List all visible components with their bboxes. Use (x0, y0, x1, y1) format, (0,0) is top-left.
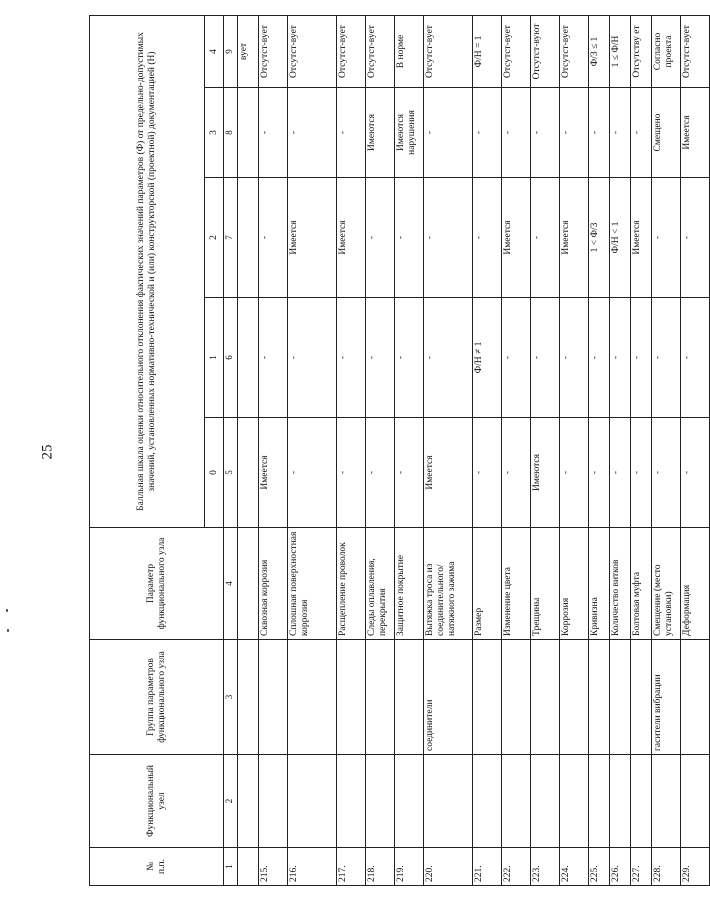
cell-s3: - (610, 88, 631, 178)
cell-s4: В норме (395, 16, 424, 88)
cell-s0: - (473, 418, 502, 528)
cell-s0: - (288, 418, 337, 528)
cell-s3: Имеется (681, 88, 710, 178)
cell-group (337, 640, 366, 755)
cell-num: 222. (502, 848, 531, 886)
cell-s2: Имеется (560, 178, 589, 298)
header-score-0: 0 (205, 418, 224, 528)
cell-s4: Отсутст-вует (288, 16, 337, 88)
cell-s4: Отсутству ет (631, 16, 652, 88)
index-cell: 9 (224, 16, 238, 88)
cell-param: Изменение цвета (502, 528, 531, 640)
cell-s0: - (560, 418, 589, 528)
cell-group (502, 640, 531, 755)
cell-s4: Отсутст-вуют (531, 16, 560, 88)
cell-param: Кривизна (589, 528, 610, 640)
table-row (589, 16, 610, 886)
cell-s3: - (631, 88, 652, 178)
cell-s2: - (424, 178, 473, 298)
cell-s3: - (531, 88, 560, 178)
cell-s4: Ф/3 ≤ 1 (589, 16, 610, 88)
table-row (424, 16, 473, 886)
cell-param: Размер (473, 528, 502, 640)
cell-s3: Имеются (366, 88, 395, 178)
cell-s2: Ф/Н < 1 (610, 178, 631, 298)
cell-s2: Имеется (337, 178, 366, 298)
cell-s4: Отсутст-вует (259, 16, 288, 88)
header-score-2: 2 (205, 178, 224, 298)
cell-group (560, 640, 589, 755)
index-cell: 4 (224, 528, 238, 640)
cell-node (424, 755, 473, 848)
cell-s1: - (502, 298, 531, 418)
cell-s0: - (681, 418, 710, 528)
cell-s3: - (288, 88, 337, 178)
cell-num: 229. (681, 848, 710, 886)
cell-s0: - (610, 418, 631, 528)
table-row (531, 16, 560, 886)
cell-group: соединители (424, 640, 473, 755)
cell-s3: - (424, 88, 473, 178)
cell-node (560, 755, 589, 848)
cell-param: Трещины (531, 528, 560, 640)
cell-s3: - (560, 88, 589, 178)
cell-node (531, 755, 560, 848)
cell-num: 216. (288, 848, 337, 886)
cell-s1: - (366, 298, 395, 418)
cell-s0: - (395, 418, 424, 528)
cell-s1: - (589, 298, 610, 418)
cell-num: 225. (589, 848, 610, 886)
cell-s0: Имеется (424, 418, 473, 528)
cell-s3: Имеются нарушения (395, 88, 424, 178)
header-group: Группа параметров функционального узла (90, 640, 224, 755)
table-row (610, 16, 631, 886)
header-score-4: 4 (205, 16, 224, 88)
cell-num: 228. (652, 848, 681, 886)
cell-s1: - (531, 298, 560, 418)
cell-s0: - (337, 418, 366, 528)
cell-node (259, 755, 288, 848)
cell-s2: - (652, 178, 681, 298)
cell-node (631, 755, 652, 848)
cell-s2: 1 < Ф/3 (589, 178, 610, 298)
cell-param: Защитное покрытие (395, 528, 424, 640)
cell-s2: - (681, 178, 710, 298)
table-row (560, 16, 589, 886)
cell-s3: - (337, 88, 366, 178)
table-row (395, 16, 424, 886)
cell-s3: - (589, 88, 610, 178)
header-score-1: 1 (205, 298, 224, 418)
table-rows (259, 16, 710, 886)
cell-num: 223. (531, 848, 560, 886)
cell-s1: - (631, 298, 652, 418)
cell-s0: - (366, 418, 395, 528)
index-cell: 2 (224, 755, 238, 848)
cell-s3: Смещено (652, 88, 681, 178)
cell-s0: - (589, 418, 610, 528)
header-scale-title: Балльная шкала оценки относительного отклонения фактических значений параметров (Ф) от предельно-допустимых значений, установленных нормативно-технической и (или) конструкторской (проектной) документацией (Н) (90, 16, 205, 528)
cell-group (531, 640, 560, 755)
cell-node (473, 755, 502, 848)
cell-s1: - (424, 298, 473, 418)
table-row (366, 16, 395, 886)
cell-s3: - (259, 88, 288, 178)
cell-param: Вытяжка троса из соединительного/ натяжного зажима (424, 528, 473, 640)
cell-s2: Имеется (288, 178, 337, 298)
cell-param: Деформация (681, 528, 710, 640)
index-cell: 5 (224, 418, 238, 528)
cell-node (652, 755, 681, 848)
cell-param: Количество витков (610, 528, 631, 640)
index-cell: 8 (224, 88, 238, 178)
cell-s4: Отсутст-вует (560, 16, 589, 88)
cell-group (631, 640, 652, 755)
cell-num: 224. (560, 848, 589, 886)
cell-param: Сплошная поверхностная коррозия (288, 528, 337, 640)
cell-s4: Отсутст-вует (424, 16, 473, 88)
cell-s1: - (652, 298, 681, 418)
cell-s0: - (631, 418, 652, 528)
cell-s4: Согласно проекта (652, 16, 681, 88)
header-param: Параметр функционального узла (90, 528, 224, 640)
table-row (288, 16, 337, 886)
cell-group (259, 640, 288, 755)
cell-s2: - (259, 178, 288, 298)
cell-s4: Отсутст-вует (337, 16, 366, 88)
cell-group (288, 640, 337, 755)
cell-node (395, 755, 424, 848)
cell-node (366, 755, 395, 848)
cell-s2: Имеется (631, 178, 652, 298)
cell-node (288, 755, 337, 848)
cell-s1: - (395, 298, 424, 418)
rotated-table-container (89, 16, 692, 886)
cell-s4: 1 ≤ Ф/Н (610, 16, 631, 88)
cell-s4: Отсутст-вует (681, 16, 710, 88)
cell-s1: - (560, 298, 589, 418)
cell-param: Смещение (место установки) (652, 528, 681, 640)
cell-s1: - (681, 298, 710, 418)
cell-num: 215. (259, 848, 288, 886)
cell-s1: Ф/Н ≠ 1 (473, 298, 502, 418)
cell-param: Болтовая муфта (631, 528, 652, 640)
cell-s2: - (395, 178, 424, 298)
cell-s3: - (502, 88, 531, 178)
cell-num: 220. (424, 848, 473, 886)
cell-param: Следы оплавления, перекрытия (366, 528, 395, 640)
header-num: № п.п. (90, 848, 224, 886)
index-row (224, 16, 238, 886)
cell-s0: Имеется (259, 418, 288, 528)
table-row (652, 16, 681, 886)
cell-s0: - (502, 418, 531, 528)
cell-group (589, 640, 610, 755)
cell-s0: - (652, 418, 681, 528)
table-row (259, 16, 288, 886)
cell-group (366, 640, 395, 755)
cell-num: 221. (473, 848, 502, 886)
cell-node (589, 755, 610, 848)
page-number: 25 (39, 444, 56, 460)
cell-num: 227. (631, 848, 652, 886)
cell-param: Сквозная коррозия (259, 528, 288, 640)
cell-group (610, 640, 631, 755)
cell-node (681, 755, 710, 848)
continuation-score-4: вует (238, 16, 259, 88)
cell-group: гасители вибрации (652, 640, 681, 755)
scan-speck (6, 609, 8, 612)
cell-node (337, 755, 366, 848)
table-row (473, 16, 502, 886)
cell-s3: - (473, 88, 502, 178)
cell-s1: - (610, 298, 631, 418)
index-cell: 1 (224, 848, 238, 886)
cell-num: 217. (337, 848, 366, 886)
table-row (502, 16, 531, 886)
cell-num: 218. (366, 848, 395, 886)
cell-group (681, 640, 710, 755)
table-row (337, 16, 366, 886)
cell-num: 226. (610, 848, 631, 886)
evaluation-table (89, 15, 710, 886)
cell-s2: Имеется (502, 178, 531, 298)
cell-s4: Ф/Н = 1 (473, 16, 502, 88)
cell-s2: - (366, 178, 395, 298)
cell-s4: Отсутст-вует (502, 16, 531, 88)
continuation-row (238, 16, 259, 886)
cell-s1: - (259, 298, 288, 418)
header-score-3: 3 (205, 88, 224, 178)
index-cell: 3 (224, 640, 238, 755)
cell-s4: Отсутст-вует (366, 16, 395, 88)
cell-num: 219. (395, 848, 424, 886)
cell-group (395, 640, 424, 755)
cell-node (610, 755, 631, 848)
table-row (631, 16, 652, 886)
index-cell: 6 (224, 298, 238, 418)
scan-speck (7, 629, 9, 632)
cell-group (473, 640, 502, 755)
cell-s1: - (337, 298, 366, 418)
cell-node (502, 755, 531, 848)
cell-param: Коррозия (560, 528, 589, 640)
index-cell: 7 (224, 178, 238, 298)
table-row (681, 16, 710, 886)
cell-s1: - (288, 298, 337, 418)
cell-s2: - (531, 178, 560, 298)
cell-param: Расщепление проволок (337, 528, 366, 640)
cell-s0: Имеются (531, 418, 560, 528)
cell-s2: - (473, 178, 502, 298)
header-node: Функциональный узел (90, 755, 224, 848)
